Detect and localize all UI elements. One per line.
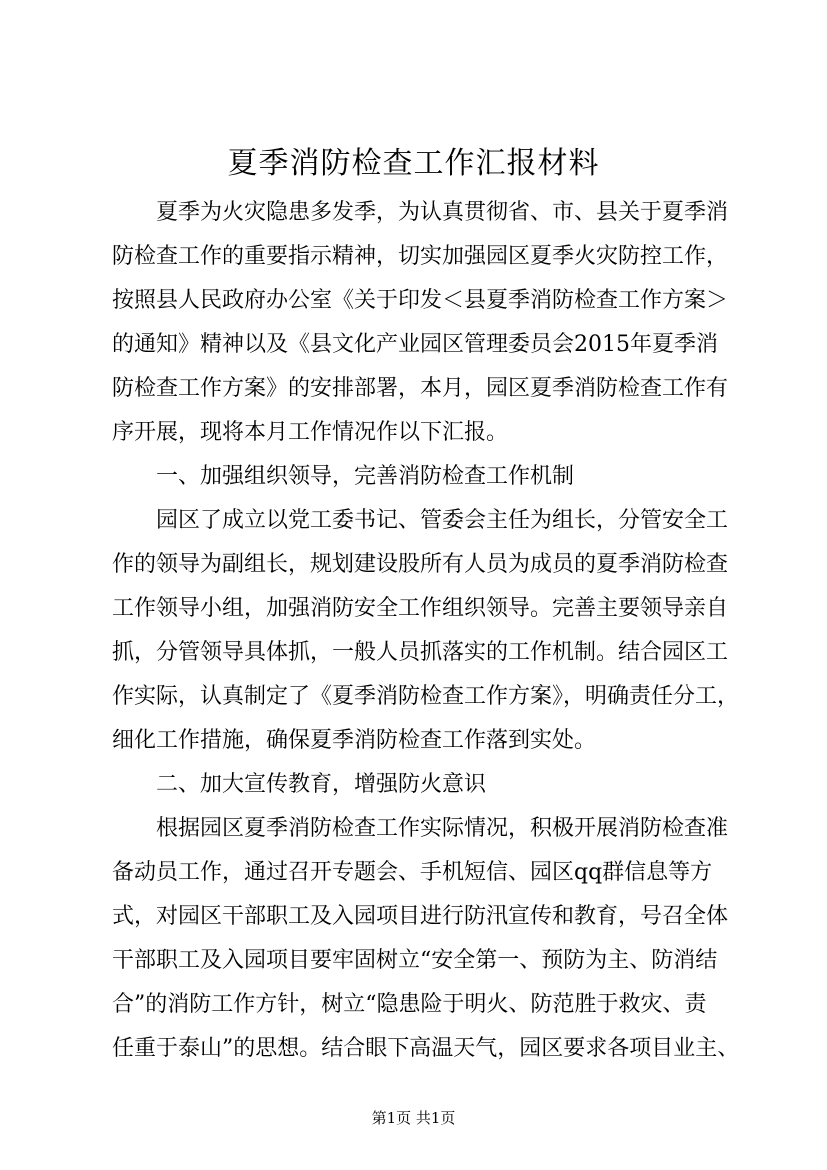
page-footer: 第1页 共1页 [371, 1109, 456, 1127]
body-line: 根据园区夏季消防检查工作实际情况，积极开展消防检查准 [112, 816, 729, 841]
document-title: 夏季消防检查工作汇报材料 [227, 146, 600, 181]
section-heading: 一、加强组织领导，完善消防检查工作机制 [112, 464, 575, 489]
body-line: 抓，分管领导具体抓，一般人员抓落实的工作机制。结合园区工 [112, 640, 729, 665]
body-line: 的通知》精神以及《县文化产业园区管理委员会2015年夏季消 [112, 332, 718, 357]
body-line: 式，对园区干部职工及入园项目进行防汛宣传和教育，号召全体 [112, 904, 729, 929]
body-line: 任重于泰山”的思想。结合眼下高温天气，园区要求各项目业主、 [112, 1036, 740, 1061]
body-line: 作实际，认真制定了《夏季消防检查工作方案》，明确责任分工， [112, 684, 740, 709]
body-line: 工作领导小组，加强消防安全工作组织领导。完善主要领导亲自 [112, 596, 729, 621]
body-line: 园区了成立以党工委书记、管委会主任为组长，分管安全工 [112, 508, 729, 533]
body-line: 防检查工作方案》的安排部署，本月，园区夏季消防检查工作有 [112, 376, 729, 401]
body-line: 作的领导为副组长，规划建设股所有人员为成员的夏季消防检查 [112, 552, 729, 577]
body-line: 干部职工及入园项目要牢固树立“安全第一、预防为主、防消结 [112, 948, 718, 973]
body-line: 序开展，现将本月工作情况作以下汇报。 [112, 420, 509, 445]
body-line: 备动员工作，通过召开专题会、手机短信、园区qq群信息等方 [112, 860, 713, 885]
section-heading: 二、加大宣传教育，增强防火意识 [112, 772, 487, 797]
body-line: 按照县人民政府办公室《关于印发＜县夏季消防检查工作方案＞ [112, 288, 729, 313]
body-line: 细化工作措施，确保夏季消防检查工作落到实处。 [112, 728, 597, 753]
body-line: 防检查工作的重要指示精神，切实加强园区夏季火灾防控工作， [112, 244, 729, 269]
body-line: 合”的消防工作方针，树立“隐患险于明火、防范胜于救灾、责 [112, 992, 707, 1017]
body-line: 夏季为火灾隐患多发季，为认真贯彻省、市、县关于夏季消 [112, 200, 729, 225]
